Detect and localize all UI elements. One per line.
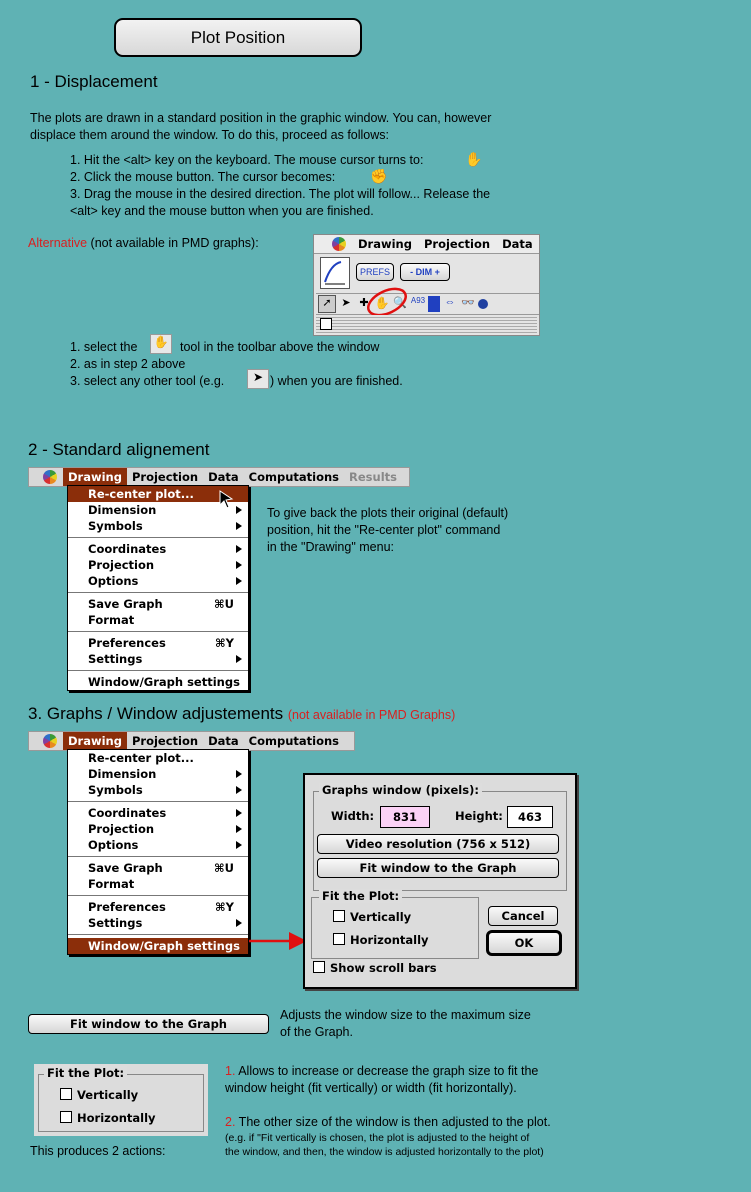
prefs-button[interactable]: PREFS (356, 263, 394, 281)
alt-step-2: 2. as in step 2 above (70, 357, 186, 371)
vertically-checkbox-example[interactable] (60, 1088, 138, 1102)
menu-item-label: Re-center plot... (88, 751, 194, 765)
shortcut-label: ⌘U (213, 861, 234, 875)
section-3-heading: 3. Graphs / Window adjustements (28, 704, 284, 723)
action-2-line-3: the window, and then, the window is adjusted horizontally to the plot) (225, 1146, 544, 1158)
menu-item-label: Window/Graph settings (88, 675, 240, 689)
section-3-heading-row (28, 704, 455, 724)
menu-item-label: Preferences (88, 900, 166, 914)
menu-item-save-graph[interactable] (68, 860, 248, 876)
submenu-arrow-icon (236, 809, 242, 817)
menu-item-label: Symbols (88, 519, 143, 533)
menu-results[interactable]: Results (349, 470, 397, 484)
fit-window-button[interactable]: Fit window to the Graph (317, 858, 559, 878)
submenu-arrow-icon (236, 786, 242, 794)
arrow-tool-icon[interactable]: ➚ (318, 295, 336, 313)
pointer-arrow-icon (247, 928, 309, 954)
battery-tool-icon[interactable] (428, 296, 440, 312)
menu-item-symbols[interactable] (68, 782, 248, 798)
menu-drawing[interactable]: Drawing (358, 237, 412, 251)
menu-item-label: Options (88, 838, 139, 852)
vertically-label: Vertically (350, 910, 412, 924)
menu-separator (68, 592, 248, 593)
submenu-arrow-icon (236, 770, 242, 778)
action-1-line-2: window height (fit vertically) or width (fit horizontally). (225, 1081, 517, 1095)
menu-item-preferences[interactable] (68, 635, 248, 651)
close-box-icon[interactable] (320, 318, 332, 330)
window-titlebar (316, 315, 537, 333)
alternative-label: Alternative (28, 236, 88, 250)
width-field[interactable]: 831 (380, 806, 430, 828)
glasses-tool-icon[interactable]: 👓 (461, 297, 475, 309)
submenu-arrow-icon (236, 522, 242, 530)
mouse-pointer-icon (218, 489, 236, 509)
checkbox-icon (333, 933, 345, 945)
checkbox-icon (313, 961, 325, 973)
menu-projection[interactable]: Projection (131, 470, 199, 484)
submenu-arrow-icon (236, 506, 242, 514)
graph-window-dialog (303, 773, 577, 989)
apple-icon[interactable] (43, 470, 57, 484)
menu-item-label: Re-center plot... (88, 487, 194, 501)
produces-actions-label: This produces 2 actions: (30, 1144, 166, 1158)
menu-item-label: Save Graph (88, 861, 163, 875)
menu-item-label: Window/Graph settings (88, 939, 240, 953)
alt-step-3b: ) when you are finished. (270, 374, 403, 388)
menu-item-label: Format (88, 613, 135, 627)
menu-item-label: Projection (88, 822, 155, 836)
menu-item-format[interactable] (68, 876, 248, 892)
checkbox-icon (333, 910, 345, 922)
menu-item-label: Symbols (88, 783, 143, 797)
step-2: 2. Click the mouse button. The cursor becomes: (70, 170, 336, 184)
menu-item-coordinates[interactable] (68, 805, 248, 821)
fit-window-button-example[interactable]: Fit window to the Graph (28, 1014, 269, 1034)
menubar-2 (28, 467, 410, 487)
horizontally-label: Horizontally (77, 1111, 156, 1125)
menu-separator (68, 670, 248, 671)
menu-drawing[interactable]: Drawing (63, 468, 127, 486)
menu-data[interactable]: Data (208, 470, 239, 484)
intro-line-1: The plots are drawn in a standard position in the graphic window. You can, however (30, 111, 492, 125)
menu-item-label: Coordinates (88, 806, 167, 820)
menu-separator (68, 537, 248, 538)
drawing-menu-3 (67, 749, 249, 955)
intro-line-2: displace them around the window. To do this, proceed as follows: (30, 128, 390, 142)
zoom-tool-icon[interactable]: 🔍 (393, 297, 407, 309)
menu-item-window-graph-settings[interactable] (68, 938, 248, 954)
pointer-tool-icon-inline: ➤ (247, 369, 269, 389)
checkbox-icon (60, 1111, 72, 1123)
shortcut-label: ⌘U (213, 597, 234, 611)
cancel-button[interactable]: Cancel (488, 906, 558, 926)
menu-item-projection[interactable] (68, 557, 248, 573)
dim-button[interactable]: - DIM + (400, 263, 450, 281)
menu-item-preferences[interactable] (68, 899, 248, 915)
menu-item-recenter[interactable] (68, 750, 248, 766)
label-tool-icon[interactable]: A93 (410, 296, 426, 305)
fit-plot-group (311, 897, 479, 959)
menu-computations[interactable]: Computations (248, 470, 340, 484)
hand-tool-icon-inline: ✋ (150, 334, 172, 354)
menu-item-format[interactable] (68, 612, 248, 628)
fit-plot-example (34, 1064, 208, 1136)
menu-item-label: Settings (88, 652, 143, 666)
menu-item-projection[interactable] (68, 821, 248, 837)
action-1-number: 1. (225, 1064, 236, 1078)
menu-item-settings[interactable] (68, 651, 248, 667)
fit-window-desc-2: of the Graph. (280, 1025, 353, 1039)
menu-separator (68, 934, 248, 935)
grab-cursor-icon: ✊ (370, 168, 388, 184)
menubar-3 (28, 731, 355, 751)
highlight-circle-icon (362, 285, 412, 319)
scroll-bars-label: Show scroll bars (330, 961, 437, 975)
height-label: Height: (455, 809, 503, 823)
horizontally-checkbox[interactable] (333, 933, 429, 947)
alt-step-1a: 1. select the (70, 340, 138, 354)
alternative-line (28, 235, 259, 252)
action-2-line-2: (e.g. if "Fit vertically is chosen, the plot is adjusted to the height of (225, 1132, 530, 1144)
menu-item-label: Options (88, 574, 139, 588)
menu-projection[interactable]: Projection (131, 734, 199, 748)
fit-window-desc-1: Adjusts the window size to the maximum size (280, 1008, 531, 1022)
menu-drawing[interactable]: Drawing (63, 732, 127, 750)
menu-item-dimension[interactable] (68, 766, 248, 782)
menu-data[interactable]: Data (502, 237, 533, 251)
drawing-menu-2 (67, 485, 249, 691)
toolbar-window (313, 234, 540, 336)
menu-computations[interactable]: Computations (248, 734, 340, 748)
menu-item-save-graph[interactable] (68, 596, 248, 612)
apple-icon[interactable] (43, 734, 57, 748)
dot-tool-icon[interactable] (478, 299, 488, 309)
menu-item-symbols[interactable] (68, 518, 248, 534)
video-resolution-button[interactable]: Video resolution (756 x 512) (317, 834, 559, 854)
menu-separator (68, 895, 248, 896)
section-1-heading: 1 - Displacement (30, 72, 158, 91)
shortcut-label: ⌘Y (215, 900, 234, 914)
toolbar-menubar (314, 235, 539, 254)
fit-plot-group-label: Fit the Plot: (319, 889, 402, 903)
hand-tool-icon[interactable]: ✋ (374, 296, 390, 310)
recenter-desc-3: in the "Drawing" menu: (267, 540, 394, 554)
tool-palette (316, 293, 539, 315)
recenter-desc-1: To give back the plots their original (default) (267, 506, 509, 520)
submenu-arrow-icon (236, 919, 242, 927)
step-3a: 3. Drag the mouse in the desired direction. The plot will follow... Release the (70, 187, 491, 201)
action-2-text: The other size of the window is then adjusted to the plot. (235, 1115, 551, 1129)
menu-item-label: Format (88, 877, 135, 891)
alternative-note: (not available in PMD graphs): (87, 236, 259, 250)
section-3-note: (not available in PMD Graphs) (287, 708, 456, 722)
vertically-checkbox[interactable] (333, 910, 411, 924)
horizontally-checkbox-example[interactable] (60, 1111, 156, 1125)
menu-item-window-graph-settings[interactable] (68, 674, 248, 690)
pointer-tool-icon[interactable]: ➤ (341, 297, 351, 309)
menu-item-options[interactable] (68, 837, 248, 853)
menu-item-label: Dimension (88, 503, 157, 517)
ok-button[interactable]: OK (486, 930, 562, 956)
width-label: Width: (331, 809, 375, 823)
horizontally-label: Horizontally (350, 933, 429, 947)
recenter-desc-2: position, hit the "Re-center plot" command (267, 523, 501, 537)
step-1: 1. Hit the <alt> key on the keyboard. The mouse cursor turns to: (70, 153, 424, 167)
vertically-label: Vertically (77, 1088, 139, 1102)
height-field[interactable]: 463 (507, 806, 553, 828)
action-2-line-1 (225, 1114, 551, 1131)
alt-step-1b: tool in the toolbar above the window (180, 340, 380, 354)
submenu-arrow-icon (236, 577, 242, 585)
page-title: Plot Position (114, 18, 362, 57)
menu-item-label: Dimension (88, 767, 157, 781)
menu-item-label: Projection (88, 558, 155, 572)
alt-step-3a: 3. select any other tool (e.g. (70, 374, 225, 388)
stretch-tool-icon[interactable]: ⇔ (444, 296, 456, 308)
apple-icon[interactable] (332, 237, 346, 251)
crosshair-tool-icon[interactable]: ✚ (359, 297, 369, 309)
submenu-arrow-icon (236, 561, 242, 569)
menu-item-settings[interactable] (68, 915, 248, 931)
menu-item-label: Coordinates (88, 542, 167, 556)
menu-item-label: Settings (88, 916, 143, 930)
submenu-arrow-icon (236, 545, 242, 553)
menu-separator (68, 856, 248, 857)
submenu-arrow-icon (236, 655, 242, 663)
submenu-arrow-icon (236, 825, 242, 833)
action-2-number: 2. (225, 1115, 236, 1129)
menu-item-coordinates[interactable] (68, 541, 248, 557)
document-icon[interactable] (320, 257, 350, 289)
step-3b: <alt> key and the mouse button when you are finished. (70, 204, 374, 218)
action-1-text: Allows to increase or decrease the graph size to fit the (235, 1064, 539, 1078)
shortcut-label: ⌘Y (215, 636, 234, 650)
menu-item-label: Save Graph (88, 597, 163, 611)
menu-separator (68, 801, 248, 802)
menu-separator (68, 631, 248, 632)
menu-item-options[interactable] (68, 573, 248, 589)
fit-plot-example-label: Fit the Plot: (44, 1066, 127, 1080)
menu-item-label: Preferences (88, 636, 166, 650)
menu-projection[interactable]: Projection (423, 237, 491, 251)
action-1-line-1 (225, 1063, 538, 1080)
section-2-heading: 2 - Standard alignement (28, 440, 210, 459)
checkbox-icon (60, 1088, 72, 1100)
graphs-window-group-label: Graphs window (pixels): (319, 783, 482, 797)
submenu-arrow-icon (236, 841, 242, 849)
menu-data[interactable]: Data (208, 734, 239, 748)
hand-cursor-icon: ✋ (465, 151, 483, 167)
scroll-bars-checkbox[interactable] (313, 961, 437, 975)
